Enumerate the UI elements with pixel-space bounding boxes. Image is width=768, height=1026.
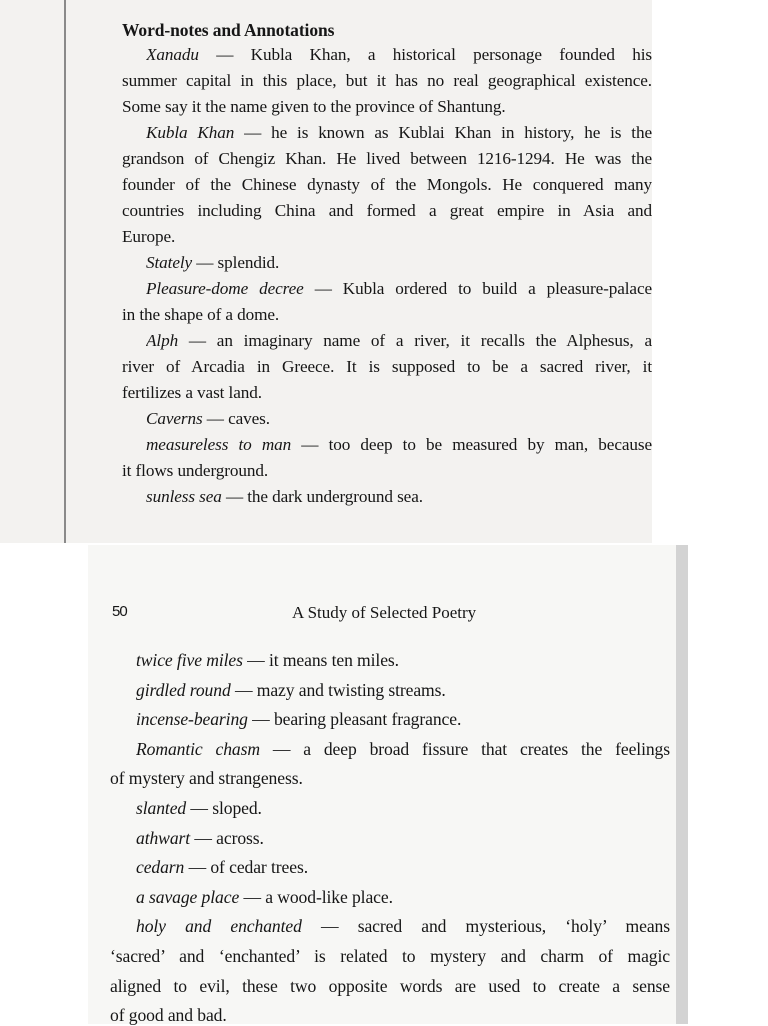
annotation-text: it flows underground. <box>122 461 269 480</box>
section-heading: Word-notes and Annotations <box>122 20 335 40</box>
annotation-text: ‘sacred’ and ‘enchanted’ is related to mystery and charm of magic <box>110 946 670 966</box>
page-gutter-line <box>64 0 66 543</box>
annotation-line <box>146 253 279 273</box>
annotation-line <box>136 739 670 761</box>
annotation-line <box>122 305 279 325</box>
annotation-text: — mazy and twisting streams. <box>230 679 446 700</box>
annotation-term: Stately <box>146 253 193 272</box>
annotation-text: of good and bad. <box>110 1005 227 1026</box>
annotation-line <box>136 709 461 730</box>
annotation-line <box>122 357 652 379</box>
annotation-term: incense-bearing <box>136 709 248 730</box>
annotation-line <box>122 97 506 117</box>
annotation-line <box>136 887 393 908</box>
annotation-line <box>146 331 652 353</box>
lower-page-edge-shadow <box>676 545 688 1024</box>
annotation-text: — bearing pleasant fragrance. <box>247 709 462 730</box>
annotation-term: measureless to man <box>146 435 292 454</box>
annotation-text: — he is known as Kublai Khan in history, he is the <box>234 123 652 142</box>
annotation-line <box>110 946 670 968</box>
annotation-term: Alph <box>146 331 179 350</box>
annotation-line <box>122 175 652 197</box>
annotation-line <box>136 828 264 849</box>
annotation-term: Pleasure-dome decree <box>146 279 304 298</box>
annotation-line <box>122 201 652 223</box>
annotation-text: — the dark underground sea. <box>221 487 423 506</box>
annotation-text: — Kubla ordered to build a pleasure-palace <box>303 279 652 298</box>
annotation-line <box>122 383 262 403</box>
annotation-line <box>146 123 652 145</box>
annotation-line <box>110 1005 227 1026</box>
annotation-text: — across. <box>190 827 264 848</box>
annotation-term: Xanadu <box>146 45 199 64</box>
annotation-text: — caves. <box>202 409 270 428</box>
annotation-text: — Kubla Khan, a historical personage founded his <box>198 45 652 64</box>
annotation-text: — splendid. <box>192 253 280 272</box>
annotation-text: — it means ten miles. <box>242 650 399 670</box>
annotation-term: girdled round <box>136 679 231 700</box>
annotation-line <box>122 227 175 247</box>
annotation-text: — of cedar trees. <box>184 857 309 878</box>
annotation-text: fertilizes a vast land. <box>122 383 262 402</box>
book-title: A Study of Selected Poetry <box>292 603 477 622</box>
annotation-line <box>136 650 399 671</box>
annotation-term: a savage place <box>136 886 240 907</box>
annotation-line <box>110 976 670 998</box>
annotation-text: — sacred and mysterious, ‘holy’ means <box>301 916 670 937</box>
annotation-line <box>146 487 423 507</box>
annotation-line <box>136 798 262 819</box>
annotation-line <box>136 857 308 878</box>
annotation-line <box>122 149 652 171</box>
page-number: 50 <box>112 603 127 620</box>
annotation-term: Caverns <box>146 409 203 428</box>
annotation-term: sunless sea <box>146 487 222 506</box>
annotation-text: summer capital in this place, but it has no real geographical existence. <box>122 71 652 90</box>
annotation-text: countries including China and formed a great empire in Asia and <box>122 201 652 220</box>
annotation-line <box>136 680 446 701</box>
annotation-line <box>146 435 652 457</box>
annotation-term: Romantic chasm <box>136 738 260 759</box>
annotation-text: — sloped. <box>186 798 262 818</box>
annotation-term: athwart <box>136 827 191 848</box>
annotation-line <box>110 768 303 789</box>
annotation-term: cedarn <box>136 857 185 878</box>
annotation-text: river of Arcadia in Greece. It is supposed to be a sacred river, it <box>122 357 652 376</box>
upper-page-margin <box>652 0 768 543</box>
annotation-text: of mystery and strangeness. <box>110 768 303 789</box>
annotation-line <box>122 71 652 93</box>
annotation-line <box>136 916 670 938</box>
annotation-text: in the shape of a dome. <box>122 305 280 324</box>
annotation-text: grandson of Chengiz Khan. He lived between 1216-1294. He was the <box>122 149 652 168</box>
annotation-text: — an imaginary name of a river, it recalls the Alphesus, a <box>178 331 652 350</box>
annotation-text: Europe. <box>122 227 176 246</box>
annotation-text: founder of the Chinese dynasty of the Mongols. He conquered many <box>122 175 652 194</box>
annotation-term: twice five miles <box>136 650 243 670</box>
annotation-term: Kubla Khan <box>146 123 235 142</box>
annotation-text: — a deep broad fissure that creates the feelings <box>259 738 670 759</box>
annotation-text: — a wood-like place. <box>239 886 393 907</box>
annotation-text: aligned to evil, these two opposite words are used to create a sense <box>110 975 670 996</box>
annotation-line <box>146 45 652 67</box>
annotation-text: Some say it the name given to the province of Shantung. <box>122 97 506 116</box>
annotation-term: slanted <box>136 798 187 818</box>
annotation-text: — too deep to be measured by man, because <box>291 435 652 454</box>
annotation-line <box>122 461 268 481</box>
annotation-line <box>146 279 652 301</box>
annotation-term: holy and enchanted <box>136 916 302 937</box>
annotation-line <box>146 409 270 429</box>
